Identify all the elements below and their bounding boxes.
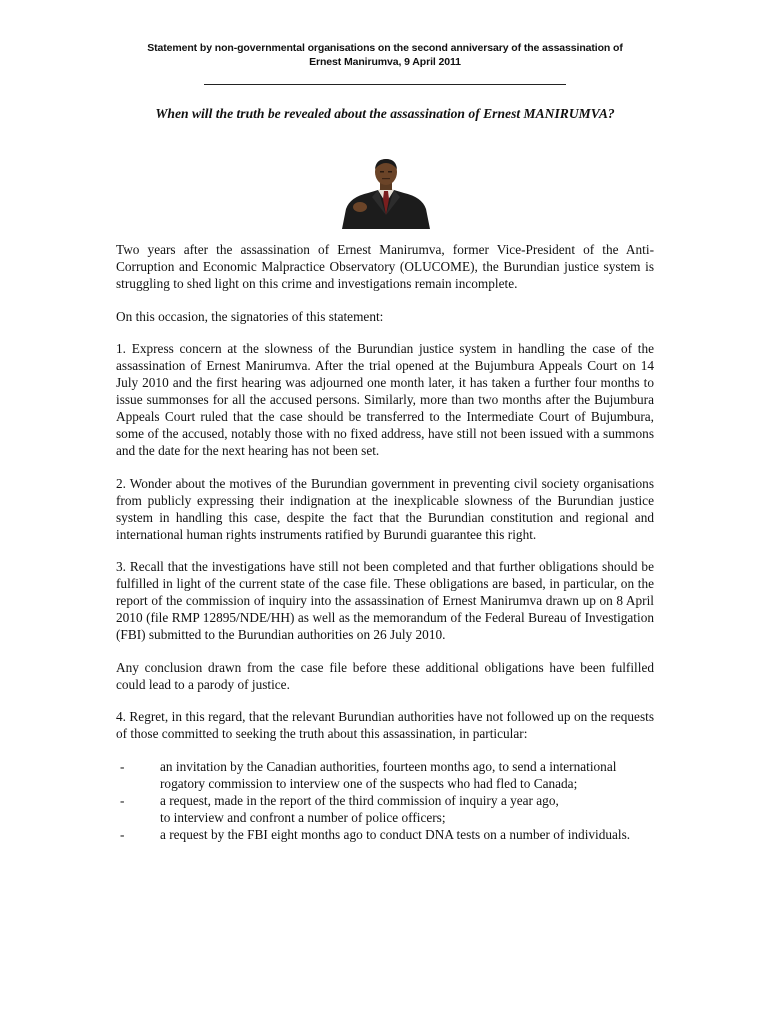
point-3-paragraph: 3. Recall that the investigations have still not been completed and that further obligations should be fulfilled in light of the current state of the case file. These obligations are based, in particular, on the report of the commission of inquiry into the assassination of Ernest Manirumva drawn up on 8 April 2010 (file RMP 12895/NDE/HH) as well as the memorandum of the Federal Bureau of Investigation (FBI) submitted to the Burundian authorities on 26 July 2010.	[116, 559, 654, 642]
header-line-1: Statement by non-governmental organisations on the second anniversary of the assassination of	[147, 42, 623, 54]
request-list	[116, 758, 654, 843]
point-4-paragraph: 4. Regret, in this regard, that the relevant Burundian authorities have not followed up on the requests of those committed to seeking the truth about this assassination, in particular:	[116, 709, 654, 741]
point-2-paragraph: 2. Wonder about the motives of the Burundian government in preventing civil society organisations from publicly expressing their indignation at the inexplicable slowness of the Burundian justice system in handling this case, despite the fact that the Burundian constitution and regional and international human rights instruments ratified by Burundi guarantee this right.	[116, 475, 654, 542]
statement-header	[110, 42, 660, 69]
conclusion-paragraph: Any conclusion drawn from the case file before these additional obligations have been fulfilled could lead to a parody of justice.	[116, 659, 654, 692]
portrait-photo	[340, 157, 432, 229]
bullet-2-line-2: to interview and confront a number of police officers;	[160, 809, 446, 825]
document-title: When will the truth be revealed about the assassination of Ernest MANIRUMVA?	[155, 106, 615, 121]
bullet-1-line-2: rogatory commission to interview one of the suspects who had fled to Canada;	[160, 775, 578, 791]
point-1-paragraph: 1. Express concern at the slowness of the Burundian justice system in handling the case of the assassination of Ernest Manirumva. After the trial opened at the Bujumbura Appeals Court on 14 July 2010 and the first hearing was adjourned one month later, it has taken a further four months to issue summonses for all the accused persons. Similarly, more than two months after the Bujumbura Appeals Court ruled that the case should be transferred to the Intermediate Court of Bujumbura, some of the accused, notably those with no fixed address, have still not been issued with a summons and the date for the next hearing has not been set.	[116, 341, 654, 458]
statement-body	[116, 241, 654, 843]
intro-paragraph: Two years after the assassination of Ernest Manirumva, former Vice-President of the Anti-Corruption and Economic Malpractice Observatory (OLUCOME), the Burundian justice system is struggling to shed light on this crime and investigations remain incomplete.	[116, 242, 654, 291]
bullet-dash: -	[120, 758, 125, 774]
bullet-1-line-1: an invitation by the Canadian authorities, fourteen months ago, to send a international	[160, 758, 617, 774]
header-line-2: Ernest Manirumva, 9 April 2011	[309, 55, 461, 68]
occasion-paragraph: On this occasion, the signatories of this statement:	[116, 308, 384, 324]
list-item	[116, 826, 654, 843]
list-item	[116, 758, 654, 792]
list-item	[116, 792, 654, 826]
bullet-dash: -	[120, 826, 125, 842]
bullet-2-line-1: a request, made in the report of the third commission of inquiry a year ago,	[160, 792, 559, 808]
bullet-dash: -	[120, 792, 125, 808]
header-divider	[204, 84, 566, 85]
bullet-3-text: a request by the FBI eight months ago to conduct DNA tests on a number of individuals.	[160, 826, 631, 842]
